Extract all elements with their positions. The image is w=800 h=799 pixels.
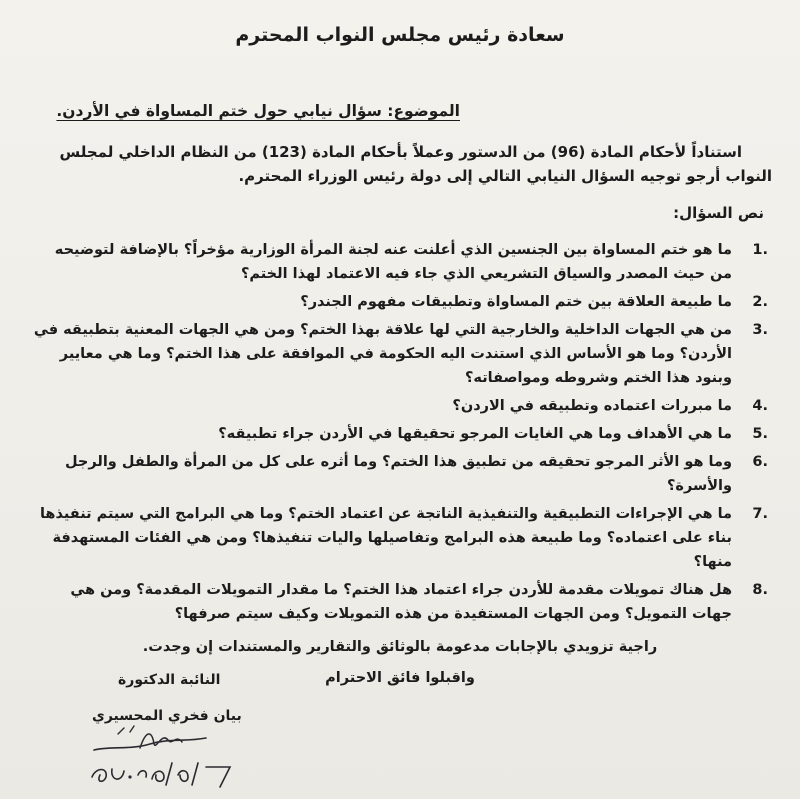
question-text: ما هو ختم المساواة بين الجنسين الذي أعلنت عنه لجنة المرأة الوزارية مؤخراً؟ بالإضافة لتوضيحه من حيث المصدر والسياق التشريعي الذي جاء فيه الاعتماد لهذا الختم؟: [54, 242, 732, 282]
letter-subject: الموضوع: سؤال نيابي حول ختم المساواة في الأردن.: [56, 102, 460, 120]
signatory-title: النائبة الدكتورة: [118, 672, 221, 688]
question-text: وما هو الأثر المرجو تحقيقه من تطبيق هذا الختم؟ وما أثره على كل من المرأة والطفل والرجل والأسرة؟: [64, 454, 732, 494]
questions-list: [28, 238, 772, 626]
question-item: [28, 290, 772, 314]
question-text: ما هي الإجراءات التطبيقية والتنفيذية الناتجة عن اعتماد الختم؟ وما هي البرامج التي سيتم تنفيذها بناء على اعتماده؟ وما طبيعة هذه البرامج وتفاصيلها واليات تنفيذها؟ ومن هي الفئات المستهدفة منها؟: [39, 506, 732, 570]
regards-line: واقبلوا فائق الاحترام: [325, 670, 475, 686]
question-text: ما مبررات اعتماده وتطبيقه في الاردن؟: [452, 398, 732, 414]
question-number: .1: [752, 242, 768, 258]
letter-intro: [28, 140, 772, 188]
closing-line: راجية تزويدي بالإجابات مدعومة بالوثائق والتقارير والمستندات إن وجدت.: [142, 639, 658, 655]
question-text: ما هي الأهداف وما هي الغايات المرجو تحقيقها في الأردن جراء تطبيقه؟: [218, 426, 732, 442]
question-item: [28, 394, 772, 418]
question-number: .6: [752, 454, 768, 470]
question-item: [28, 578, 772, 626]
question-number: .4: [752, 398, 768, 414]
question-text: من هي الجهات الداخلية والخارجية التي لها علاقة بهذا الختم؟ ومن هي الجهات المعنية بتطبيقه في الأردن؟ وما هو الأساس الذي استندت اليه الحكومة في الموافقة على هذا الختم؟ وما هي معايير وبنود هذا الختم وشروطه ومواصفاته؟: [33, 322, 732, 386]
question-item: [28, 238, 772, 286]
signatory-name: بيان فخري المحسيري: [92, 708, 242, 724]
question-number: .2: [752, 294, 768, 310]
handwritten-date: [86, 755, 236, 791]
question-item: [28, 450, 772, 498]
letter-title: سعادة رئيس مجلس النواب المحترم: [235, 24, 565, 46]
question-item: [28, 318, 772, 390]
question-text: ما طبيعة العلاقة بين ختم المساواة وتطبيقات مفهوم الجندر؟: [300, 294, 732, 310]
question-text: هل هناك تمويلات مقدمة للأردن جراء اعتماد هذا الختم؟ ما مقدار التمويلات المقدمة؟ ومن هي جهات التمويل؟ ومن الجهات المستفيدة من هذه التمويلات وكيف سيتم صرفها؟: [70, 582, 732, 622]
question-number: .7: [752, 506, 768, 522]
question-item: [28, 422, 772, 446]
questions-heading: نص السؤال:: [673, 204, 764, 222]
question-item: [28, 502, 772, 574]
intro-line-2: النواب أرجو توجيه السؤال النيابي التالي إلى دولة رئيس الوزراء المحترم.: [238, 167, 772, 185]
question-number: .8: [752, 582, 768, 598]
question-number: .3: [752, 322, 768, 338]
handwritten-signature: [90, 720, 210, 760]
question-number: .5: [752, 426, 768, 442]
intro-line-1: استناداً لأحكام المادة (96) من الدستور وعملاً بأحكام المادة (123) من النظام الداخلي لمجلس: [59, 143, 742, 161]
